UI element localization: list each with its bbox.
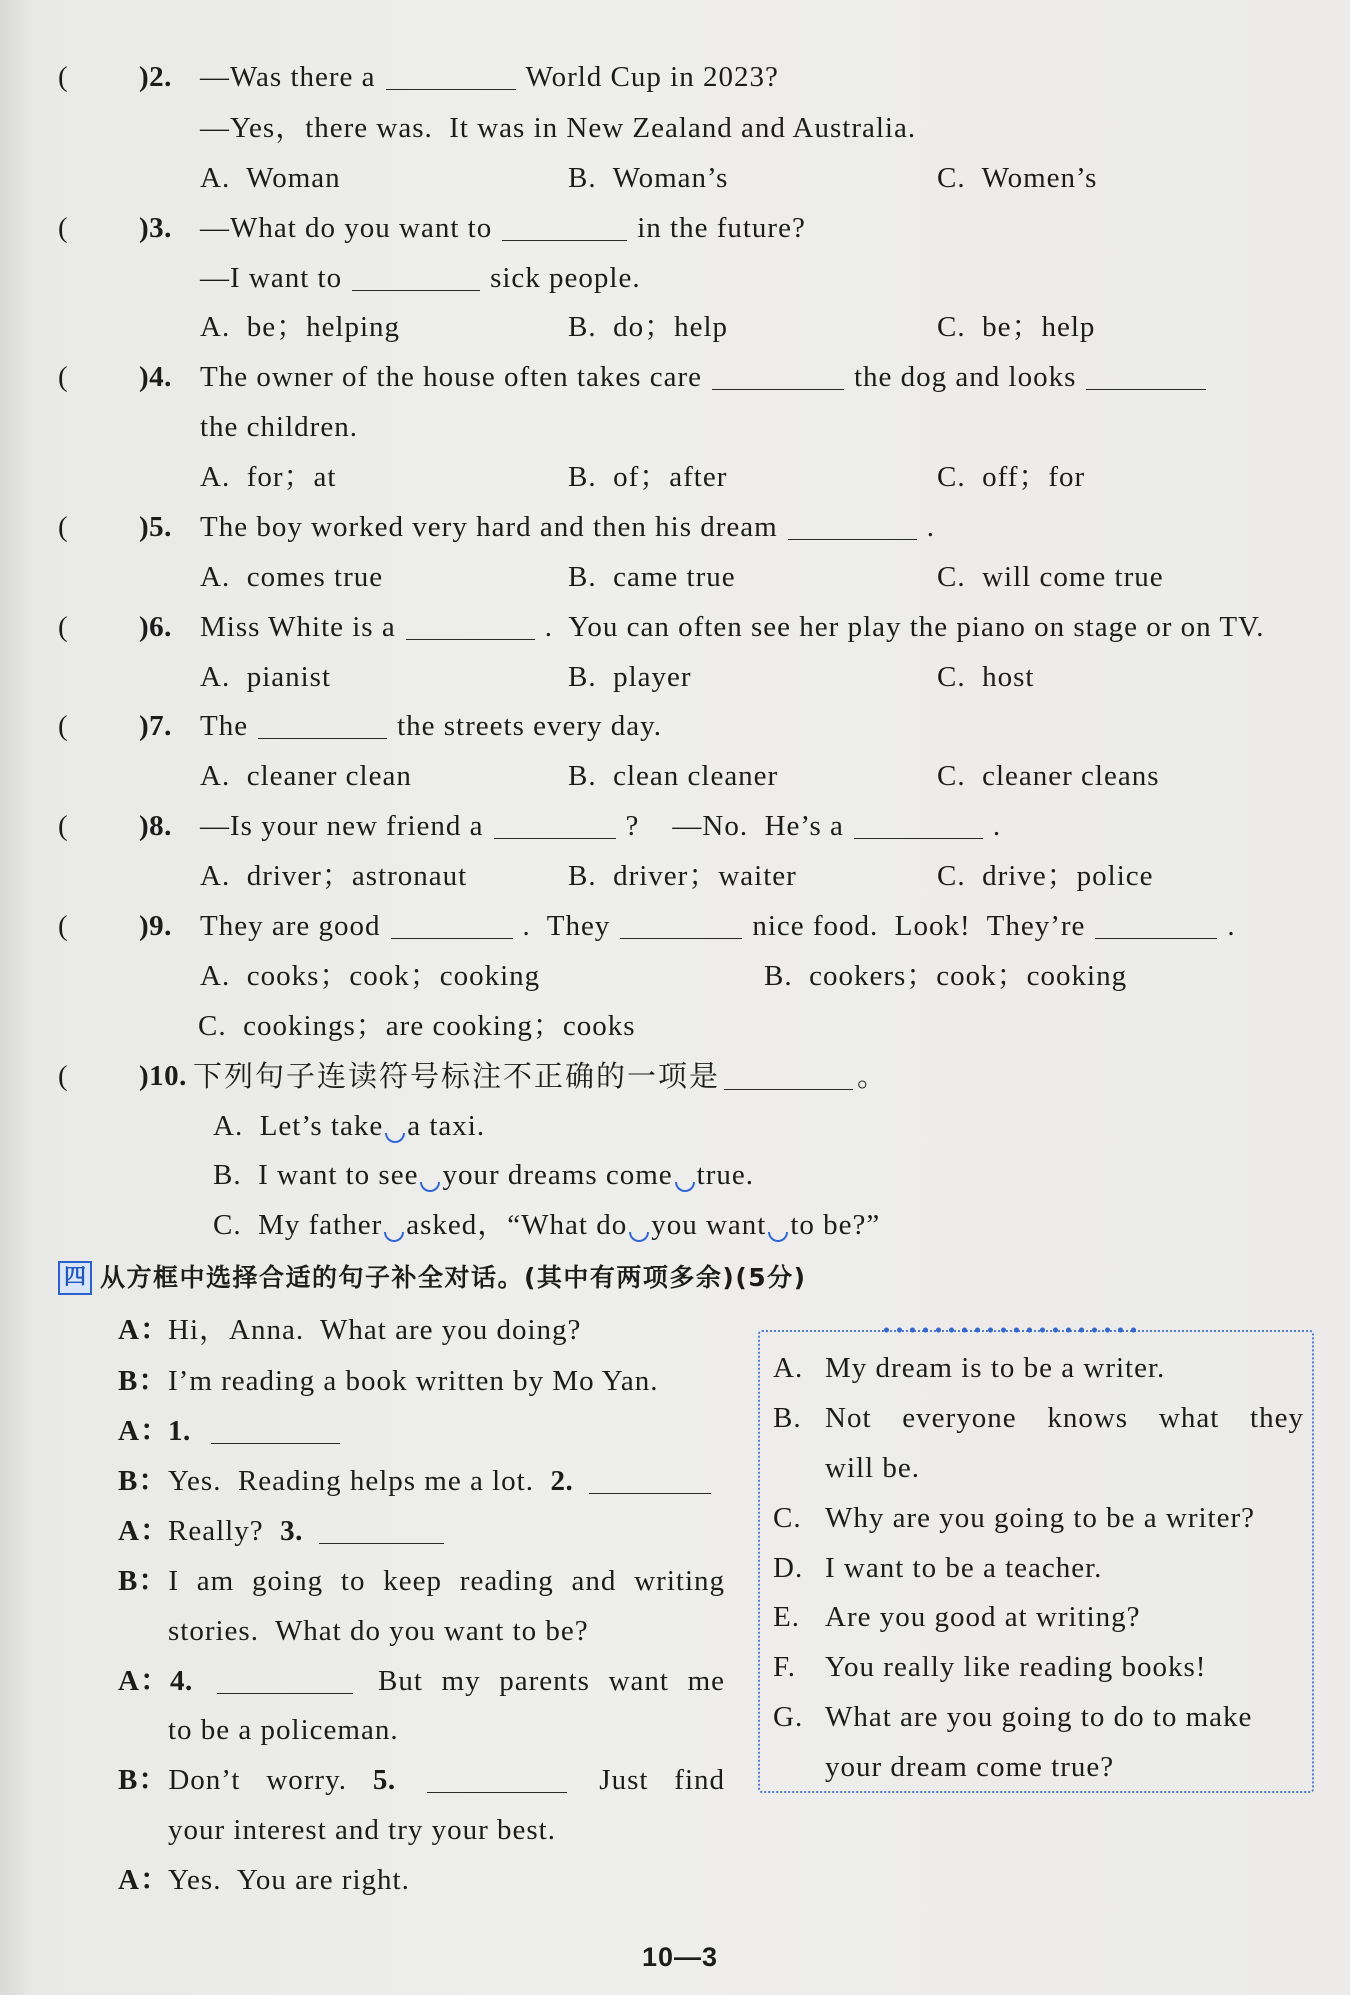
choice-b-cont: will be. bbox=[825, 1452, 920, 1484]
option-b bbox=[213, 1160, 754, 1190]
option-text: to be?” bbox=[790, 1209, 881, 1241]
dialogue-text: Yes. You are right. bbox=[168, 1864, 410, 1896]
question-4-stem bbox=[200, 362, 1216, 392]
choice-letter: D. bbox=[773, 1552, 804, 1584]
question-7-stem bbox=[200, 711, 662, 741]
stem-text: They are good bbox=[200, 910, 381, 942]
answer-blank bbox=[406, 615, 535, 640]
answer-blank bbox=[1086, 365, 1206, 390]
stem-text: 。 bbox=[857, 1059, 889, 1093]
answer-blank bbox=[589, 1469, 711, 1494]
answer-blank bbox=[217, 1669, 353, 1694]
choice-letter: E. bbox=[773, 1601, 800, 1633]
choice-letter: A. bbox=[773, 1352, 804, 1384]
choice-text: I want to be a teacher. bbox=[825, 1552, 1103, 1584]
liaison-mark bbox=[384, 1232, 404, 1242]
choice-box bbox=[758, 1330, 1314, 1793]
answer-blank bbox=[502, 216, 627, 241]
option-b: B. came true bbox=[568, 561, 736, 593]
answer-blank bbox=[724, 1065, 853, 1090]
option-b: B. of；after bbox=[568, 461, 728, 493]
option-text: asked，“What do bbox=[406, 1209, 628, 1241]
choice-letter: G. bbox=[773, 1701, 804, 1733]
dialogue-text: Yes. Reading helps me a lot. bbox=[168, 1465, 534, 1497]
answer-paren: ( bbox=[58, 1060, 69, 1092]
stem-text: —Is your new friend a bbox=[200, 810, 484, 842]
stem-text: Miss White is a bbox=[200, 611, 396, 643]
option-a: A. comes true bbox=[200, 561, 384, 593]
choice-g bbox=[773, 1702, 1252, 1732]
speaker-label: A： bbox=[118, 1665, 170, 1697]
stem-text: . You can often see her play the piano on stage or on TV. bbox=[544, 611, 1265, 643]
option-b: B. driver；waiter bbox=[568, 860, 797, 892]
question-9-stem bbox=[200, 911, 1236, 941]
stem-text: The bbox=[200, 710, 249, 742]
choice-text: Not everyone knows what they bbox=[825, 1402, 1304, 1434]
option-a: A. driver；astronaut bbox=[200, 860, 468, 892]
question-8-stem bbox=[200, 811, 1001, 841]
stem-text: in the future? bbox=[637, 212, 806, 244]
choice-d bbox=[773, 1553, 1102, 1583]
stem-text: —What do you want to bbox=[200, 212, 493, 244]
stem-text: the dog and looks bbox=[854, 361, 1077, 393]
option-text: you want bbox=[651, 1209, 767, 1241]
answer-paren: ( bbox=[58, 511, 69, 543]
stem-text: ? —No. He’s a bbox=[625, 810, 844, 842]
liaison-mark bbox=[629, 1232, 649, 1242]
answer-blank bbox=[386, 65, 516, 90]
question-3-stem bbox=[200, 213, 806, 243]
option-b: B. cookers；cook；cooking bbox=[764, 960, 1128, 992]
stem-text: 下列句子连读符号标注不正确的一项是 bbox=[193, 1059, 721, 1093]
box-decoration bbox=[880, 1325, 1140, 1335]
dialogue-text: Just find bbox=[599, 1764, 725, 1796]
dialogue-text: I’m reading a book written by Mo Yan. bbox=[168, 1365, 659, 1397]
question-number: )7. bbox=[139, 710, 172, 742]
option-a bbox=[213, 1111, 485, 1141]
dialogue-line-cont: your interest and try your best. bbox=[168, 1814, 556, 1846]
blank-number: 5. bbox=[372, 1764, 396, 1796]
option-c bbox=[213, 1210, 880, 1240]
question-number: )10. bbox=[139, 1060, 187, 1092]
question-number: )9. bbox=[139, 910, 172, 942]
stem-text: . bbox=[992, 810, 1002, 842]
dialogue-line bbox=[118, 1666, 725, 1696]
option-text: a taxi. bbox=[407, 1110, 486, 1142]
answer-blank bbox=[211, 1419, 340, 1444]
option-text: true. bbox=[696, 1159, 755, 1191]
blank-number: 1. bbox=[168, 1415, 191, 1447]
choice-text: Why are you going to be a writer? bbox=[825, 1502, 1255, 1534]
liaison-mark bbox=[420, 1182, 440, 1192]
option-text: B. I want to see bbox=[213, 1159, 419, 1191]
answer-paren: ( bbox=[58, 61, 69, 93]
answer-blank bbox=[788, 515, 917, 540]
choice-text: What are you going to do to make bbox=[825, 1701, 1253, 1733]
option-c: C. will come true bbox=[937, 561, 1164, 593]
speaker-label: A： bbox=[118, 1515, 170, 1547]
option-c: C. cleaner cleans bbox=[937, 760, 1160, 792]
dialogue-text: Really? bbox=[168, 1515, 264, 1547]
stem-text: World Cup in 2023? bbox=[525, 61, 779, 93]
stem-text: nice food. Look! They’re bbox=[752, 910, 1086, 942]
answer-paren: ( bbox=[58, 910, 69, 942]
option-c: C. Women’s bbox=[937, 162, 1098, 194]
question-2-reply: —Yes，there was. It was in New Zealand and Australia. bbox=[200, 112, 917, 144]
stem-text: —Was there a bbox=[200, 61, 376, 93]
question-number: )4. bbox=[139, 361, 172, 393]
speaker-label: B： bbox=[118, 1365, 169, 1397]
dialogue-text: Don’t worry. bbox=[168, 1764, 347, 1796]
blank-number: 2. bbox=[550, 1465, 574, 1497]
option-a: A. pianist bbox=[200, 661, 332, 693]
option-a: A. cleaner clean bbox=[200, 760, 412, 792]
page-number: 10—3 bbox=[641, 1942, 719, 1972]
option-c: C. cookings；are cooking；cooks bbox=[198, 1010, 636, 1042]
dialogue-line bbox=[118, 1865, 410, 1895]
dialogue-line bbox=[118, 1416, 350, 1446]
reply-text: —I want to bbox=[200, 262, 343, 294]
answer-paren: ( bbox=[58, 611, 69, 643]
section-title: 从方框中选择合适的句子补全对话。(其中有两项多余)(5分) bbox=[100, 1263, 807, 1292]
question-number: )6. bbox=[139, 611, 172, 643]
liaison-mark bbox=[675, 1182, 695, 1192]
question-5-stem bbox=[200, 512, 935, 542]
option-a: A. Woman bbox=[200, 162, 341, 194]
blank-number: 3. bbox=[280, 1515, 303, 1547]
option-text: C. My father bbox=[213, 1209, 383, 1241]
choice-g-cont: your dream come true? bbox=[825, 1751, 1115, 1783]
dialogue-text: But my parents want me bbox=[377, 1665, 726, 1697]
option-c: C. off；for bbox=[937, 461, 1086, 493]
answer-paren: ( bbox=[58, 361, 69, 393]
liaison-mark bbox=[768, 1232, 788, 1242]
dialogue-line-cont: to be a policeman. bbox=[168, 1714, 399, 1746]
choice-letter: F. bbox=[773, 1651, 797, 1683]
answer-blank bbox=[352, 266, 480, 291]
choice-letter: B. bbox=[773, 1402, 802, 1434]
answer-blank bbox=[712, 365, 844, 390]
option-a: A. be；helping bbox=[200, 311, 401, 343]
speaker-label: A： bbox=[118, 1415, 170, 1447]
dialogue-text: Hi，Anna. What are you doing? bbox=[168, 1314, 582, 1346]
choice-c bbox=[773, 1503, 1255, 1533]
question-6-stem bbox=[200, 612, 1265, 642]
dialogue-line bbox=[118, 1516, 454, 1546]
choice-e bbox=[773, 1602, 1141, 1632]
choice-text: My dream is to be a writer. bbox=[825, 1352, 1166, 1384]
option-c: C. host bbox=[937, 661, 1035, 693]
speaker-label: A： bbox=[118, 1314, 170, 1346]
answer-blank bbox=[494, 814, 616, 839]
answer-blank bbox=[319, 1519, 444, 1544]
choice-f bbox=[773, 1652, 1206, 1682]
answer-blank bbox=[427, 1768, 567, 1793]
answer-paren: ( bbox=[58, 810, 69, 842]
answer-blank bbox=[1095, 914, 1217, 939]
answer-blank bbox=[258, 714, 387, 739]
question-4-stem-cont: the children. bbox=[200, 411, 358, 443]
dialogue-line bbox=[118, 1315, 581, 1345]
choice-b bbox=[773, 1403, 1304, 1433]
choice-a bbox=[773, 1353, 1165, 1383]
answer-blank bbox=[620, 914, 742, 939]
dialogue-line-cont: stories. What do you want to be? bbox=[168, 1615, 589, 1647]
speaker-label: B： bbox=[118, 1764, 169, 1796]
option-a: A. cooks；cook；cooking bbox=[200, 960, 541, 992]
choice-text: Are you good at writing? bbox=[825, 1601, 1141, 1633]
option-b: B. clean cleaner bbox=[568, 760, 779, 792]
stem-text: . bbox=[926, 511, 935, 543]
stem-text: the streets every day. bbox=[397, 710, 662, 742]
section-number-badge: 四 bbox=[58, 1261, 92, 1295]
answer-paren: ( bbox=[58, 710, 69, 742]
question-3-reply bbox=[200, 263, 641, 293]
option-b: B. player bbox=[568, 661, 692, 693]
speaker-label: B： bbox=[118, 1465, 169, 1497]
choice-text: You really like reading books! bbox=[825, 1651, 1207, 1683]
answer-paren: ( bbox=[58, 212, 69, 244]
answer-blank bbox=[391, 914, 513, 939]
stem-text: The owner of the house often takes care bbox=[200, 361, 702, 393]
dialogue-line bbox=[118, 1366, 658, 1396]
option-c: C. be；help bbox=[937, 311, 1096, 343]
option-c: C. drive；police bbox=[937, 860, 1154, 892]
speaker-label: A： bbox=[118, 1864, 170, 1896]
stem-text: . They bbox=[522, 910, 611, 942]
option-b: B. do；help bbox=[568, 311, 729, 343]
option-a: A. for；at bbox=[200, 461, 337, 493]
question-10-stem bbox=[193, 1061, 888, 1091]
stem-text: The boy worked very hard and then his dream bbox=[200, 511, 778, 543]
question-number: )8. bbox=[139, 810, 172, 842]
reply-text: sick people. bbox=[490, 262, 641, 294]
liaison-mark bbox=[385, 1133, 405, 1143]
stem-text: . bbox=[1227, 910, 1236, 942]
choice-letter: C. bbox=[773, 1502, 802, 1534]
speaker-label: B： bbox=[118, 1565, 169, 1597]
question-number: )3. bbox=[139, 212, 172, 244]
answer-blank bbox=[854, 814, 983, 839]
option-b: B. Woman’s bbox=[568, 162, 729, 194]
option-text: your dreams come bbox=[442, 1159, 673, 1191]
dialogue-line bbox=[118, 1566, 725, 1596]
question-number: )5. bbox=[139, 511, 172, 543]
dialogue-line bbox=[118, 1765, 725, 1795]
question-number: )2. bbox=[139, 61, 172, 93]
dialogue-line bbox=[118, 1466, 721, 1496]
option-text: A. Let’s take bbox=[213, 1110, 384, 1142]
dialogue-text: I am going to keep reading and writing bbox=[168, 1565, 725, 1597]
blank-number: 4. bbox=[169, 1665, 193, 1697]
question-2-stem bbox=[200, 62, 779, 92]
